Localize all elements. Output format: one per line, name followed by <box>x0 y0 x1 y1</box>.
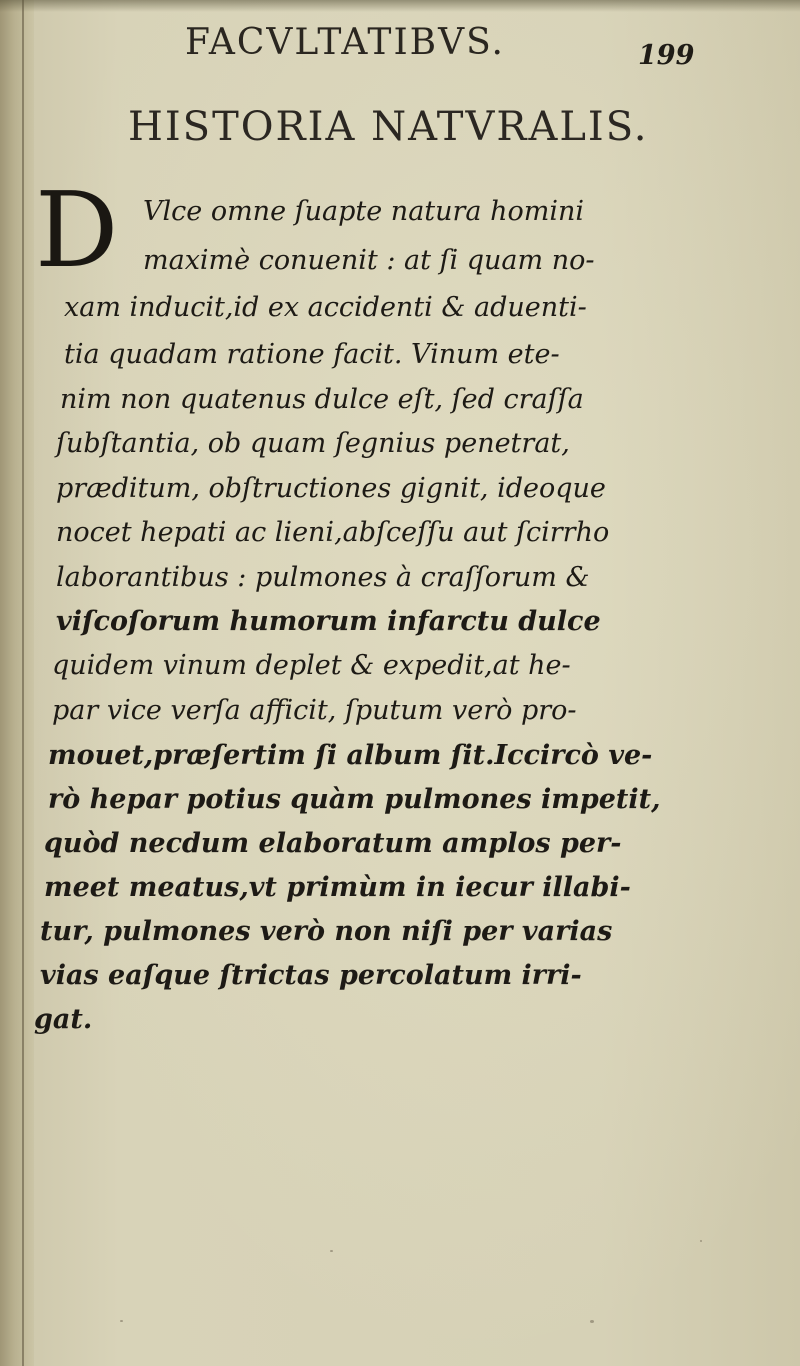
paper-speck <box>120 1320 123 1322</box>
text-line: mouet,præſertim ſi album ſit.Iccircò ve- <box>48 740 653 771</box>
text-line: præditum, obſtructiones gignit, ideoque <box>56 473 606 504</box>
text-line: laborantibus : pulmones à craſſorum & <box>56 562 590 593</box>
text-line: xam inducit,id ex accidenti & aduenti- <box>64 292 587 323</box>
text-line: maximè conuenit : at ſi quam no- <box>143 245 595 276</box>
text-line: vias eaſque ſtrictas percolatum irri- <box>40 960 582 991</box>
text-line: meet meatus,vt primùm in iecur illabi- <box>44 872 631 903</box>
text-line: viſcoſorum humorum infarctu dulce <box>56 606 601 637</box>
text-line: par vice verſa afficit, ſputum verò pro- <box>52 695 577 726</box>
paper-speck <box>590 1320 594 1323</box>
text-line: Vlce omne ſuapte natura homini <box>143 196 585 227</box>
text-line: nocet hepati ac lieni,abſceſſu aut ſcirrho <box>56 517 610 548</box>
page-number: 199 <box>638 40 695 71</box>
drop-cap: D <box>35 169 119 291</box>
text-line: nim non quatenus dulce eſt, ſed craſſa <box>60 384 584 415</box>
text-line: quòd necdum elaboratum amplos per- <box>44 828 622 859</box>
text-line: tia quadam ratione facit. Vinum ete- <box>64 339 560 370</box>
book-binding <box>0 0 34 1366</box>
paper-speck <box>700 1240 702 1242</box>
paper-speck <box>330 1250 333 1252</box>
text-line: quidem vinum deplet & expedit,at he- <box>52 650 571 681</box>
text-line: gat. <box>34 1004 93 1035</box>
text-line: rò hepar potius quàm pulmones impetit, <box>48 784 661 815</box>
text-line: ſubſtantia, ob quam ſegnius penetrat, <box>56 428 570 459</box>
running-head: FACVLTATIBVS. <box>185 22 505 63</box>
section-title: HISTORIA NATVRALIS. <box>128 104 649 150</box>
text-line: tur, pulmones verò non niſi per varias <box>40 916 613 947</box>
gutter-line <box>22 0 24 1366</box>
page-top-edge <box>0 0 800 12</box>
